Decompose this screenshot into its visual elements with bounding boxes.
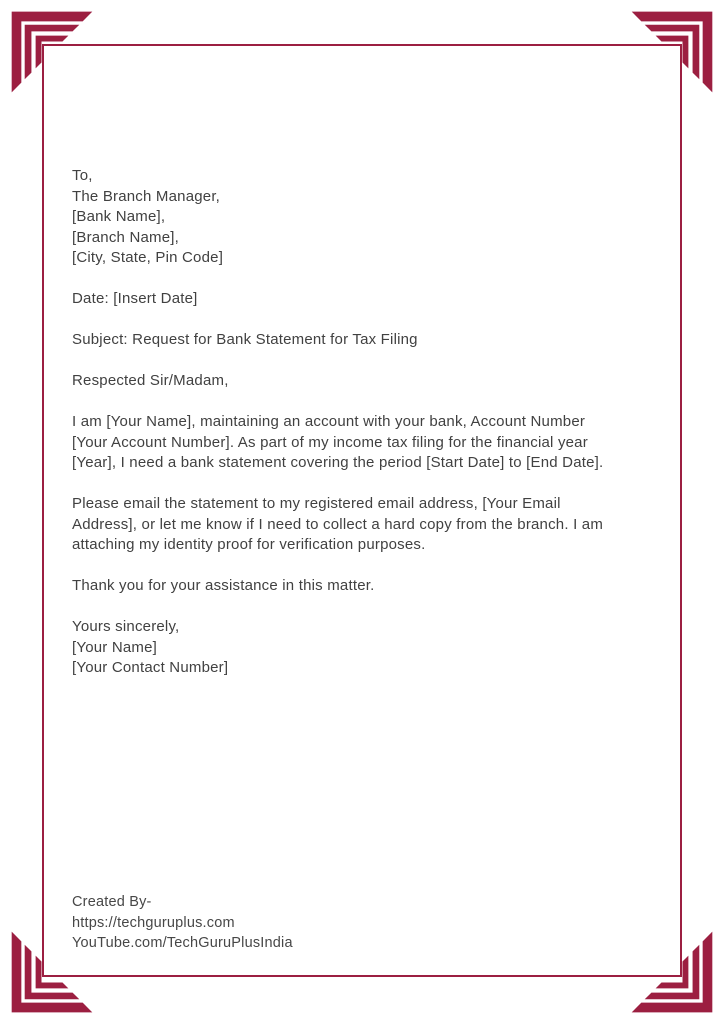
nested-chevron-corner-icon	[630, 10, 714, 94]
closing-line: [Your Name]	[72, 638, 158, 656]
footer-created-by: Created By-	[72, 894, 152, 910]
footer-youtube-link[interactable]: YouTube.com/TechGuruPlusIndia	[72, 935, 293, 951]
recipient-line: The Branch Manager,	[72, 187, 221, 205]
date-line: Date: [Insert Date]	[72, 290, 198, 307]
closing-line: Yours sincerely,	[72, 618, 180, 635]
recipient-line: [Branch Name],	[72, 228, 180, 246]
paragraph	[72, 494, 658, 556]
paragraph-line: [Your Account Number]. As part of my income tax filing for the financial year	[72, 433, 588, 451]
closing-line: [Your Contact Number]	[72, 659, 229, 676]
recipient-address-block	[72, 166, 658, 269]
recipient-line: [Bank Name],	[72, 208, 166, 225]
paragraph-line: Please email the statement to my registered email address, [Your Email	[72, 495, 561, 512]
subject-line: Subject: Request for Bank Statement for Tax Filing	[72, 331, 418, 348]
thanks-line: Thank you for your assistance in this matter.	[72, 577, 375, 594]
nested-chevron-corner-icon	[630, 930, 714, 1014]
paragraph-line: I am [Your Name], maintaining an account with your bank, Account Number	[72, 413, 586, 430]
letter-body	[72, 166, 658, 679]
paragraph-line: attaching my identity proof for verification purposes.	[72, 536, 426, 553]
paragraph	[72, 412, 658, 474]
paragraph-line: Address], or let me know if I need to collect a hard copy from the branch. I am	[72, 515, 604, 533]
paragraph-line: [Year], I need a bank statement covering the period [Start Date] to [End Date].	[72, 454, 604, 471]
nested-chevron-corner-icon	[10, 10, 94, 94]
salutation-line: Respected Sir/Madam,	[72, 372, 229, 389]
recipient-line: [City, State, Pin Code]	[72, 249, 224, 266]
footer-credit	[72, 892, 293, 954]
recipient-line: To,	[72, 167, 93, 184]
closing-block	[72, 617, 658, 679]
footer-website-link[interactable]: https://techguruplus.com	[72, 914, 235, 931]
